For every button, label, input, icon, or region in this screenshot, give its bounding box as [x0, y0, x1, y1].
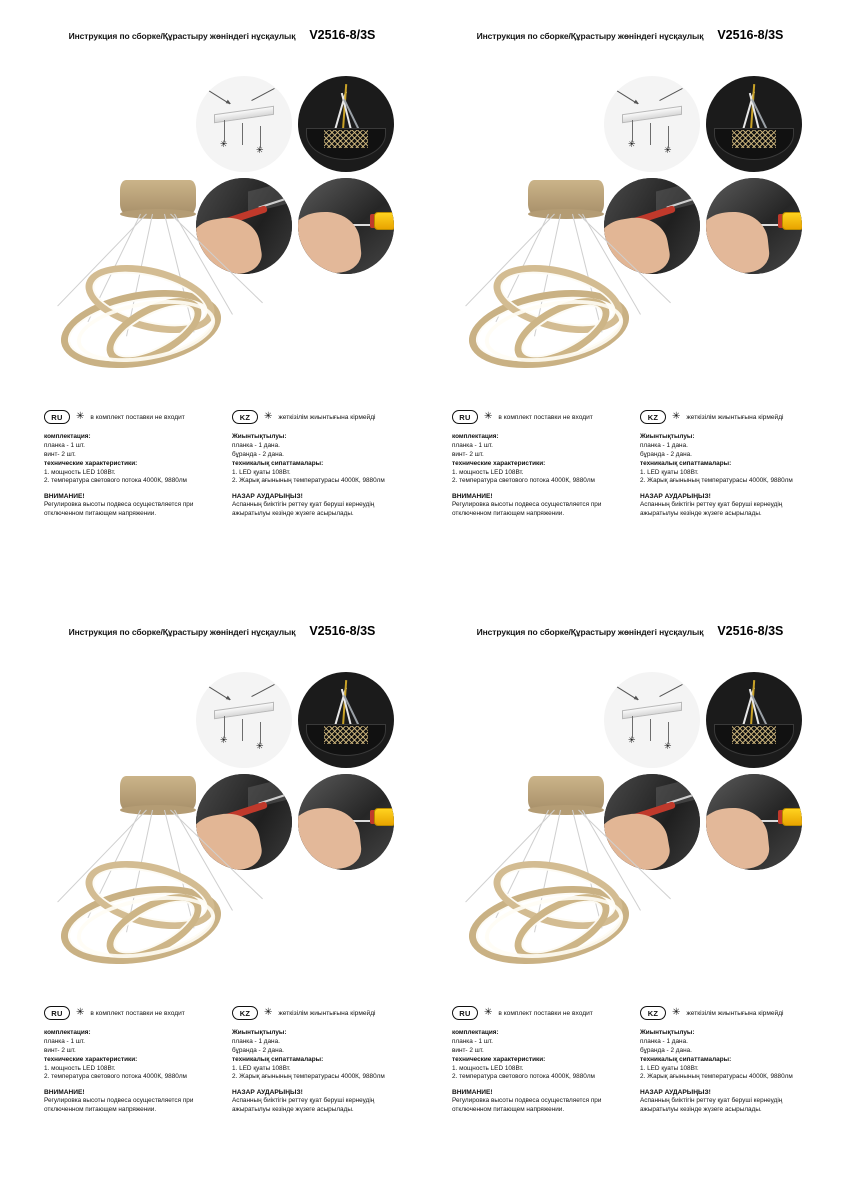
kz-not-included-note: жеткізілім жиынтығына кірмейді — [686, 413, 784, 421]
asterisk-icon: ✳ — [628, 139, 636, 149]
kz-warning-text: Аспанның биіктігін реттеу қуат беруші кернеудің ажыратылуы кезінде жүзеге асырылады. — [640, 1097, 783, 1114]
kz-not-included-note: жеткізілім жиынтығына кірмейді — [686, 1009, 784, 1017]
kz-column — [232, 1006, 404, 1115]
ru-not-included-note: в комплект поставки не входит — [498, 1009, 593, 1017]
kz-kit-label: Жиынтықтылуы: — [232, 433, 287, 440]
step-2-canopy-photo — [298, 672, 394, 768]
instruction-panel — [20, 12, 424, 592]
panel-header — [20, 624, 424, 638]
mesh-pattern — [324, 130, 368, 148]
step-4-connector-photo — [706, 178, 802, 274]
kz-spec-item: 2. Жарық ағынының температурасы 4000К, 9880лм — [232, 1073, 385, 1081]
kz-spec-item: 2. Жарық ағынының температурасы 4000К, 9880лм — [232, 477, 385, 485]
ru-warning-title: ВНИМАНИЕ! — [452, 1089, 493, 1097]
screw-line-icon — [242, 123, 243, 145]
kz-spec-item: 1. LED қуаты 108Вт. — [232, 1064, 291, 1072]
arrow-icon — [251, 88, 274, 101]
kz-column — [640, 410, 812, 519]
step-4-connector-photo — [298, 774, 394, 870]
asterisk-icon: ✳ — [664, 741, 672, 751]
illustration-area — [20, 48, 424, 398]
mesh-pattern — [732, 130, 776, 148]
ru-language-row — [452, 1006, 624, 1020]
kz-warning-text: Аспанның биіктігін реттеу қуат беруші кернеудің ажыратылуы кезінде жүзеге асырылады. — [232, 501, 375, 518]
ru-kit-item: винт- 2 шт. — [452, 450, 484, 458]
ru-kit-item: планка - 1 шт. — [452, 442, 493, 449]
ru-badge: RU — [452, 410, 478, 424]
kz-spec-item: 2. Жарық ағынының температурасы 4000К, 9880лм — [640, 477, 793, 485]
ru-kit-label: комплектация: — [44, 1029, 91, 1036]
page-title: Инструкция по сборке/Құрастыру жөніндегі нұсқаулық — [68, 627, 296, 637]
kz-language-row — [232, 1006, 404, 1020]
kz-not-included-note: жеткізілім жиынтығына кірмейді — [278, 413, 376, 421]
ru-spec-item: 1. мощность LED 108Вт. — [44, 468, 116, 476]
kz-kit-item: планка - 1 дана. — [640, 1038, 688, 1045]
step-2-canopy-photo — [706, 672, 802, 768]
ru-kit-item: планка - 1 шт. — [44, 442, 85, 449]
kz-warning-title: НАЗАР АУДАРЫҢЫЗ! — [640, 1089, 711, 1097]
wires-icon — [740, 676, 770, 726]
asterisk-icon: ✳ — [256, 145, 264, 155]
kz-kit-item: планка - 1 дана. — [232, 442, 280, 449]
yellow-connector-icon — [374, 212, 394, 230]
mounting-bar-icon — [214, 702, 274, 719]
kz-language-row — [232, 410, 404, 424]
wires-icon — [740, 80, 770, 130]
ru-warning-text: Регулировка высоты подвеса осуществляется при отключенном питающем напряжении. — [452, 1097, 602, 1114]
asterisk-icon: ✳ — [220, 735, 228, 745]
ru-badge: RU — [452, 1006, 478, 1020]
ru-warning-title: ВНИМАНИЕ! — [44, 493, 85, 501]
ru-specs-label: технические характеристики: — [44, 1055, 138, 1063]
asterisk-icon: ✳ — [76, 1007, 85, 1018]
ru-kit-label: комплектация: — [452, 433, 499, 440]
ru-badge: RU — [44, 410, 70, 424]
kz-specs-label: техникалық сипаттамалары: — [640, 459, 732, 467]
kz-kit-item: бұранда - 2 дана. — [232, 1046, 284, 1054]
ru-language-row — [44, 1006, 216, 1020]
ru-column — [44, 1006, 216, 1115]
ru-specs-label: технические характеристики: — [452, 1055, 546, 1063]
kz-spec-item: 1. LED қуаты 108Вт. — [232, 468, 291, 476]
mounting-bar-icon — [622, 702, 682, 719]
kz-kit-item: бұранда - 2 дана. — [640, 1046, 692, 1054]
page-title: Инструкция по сборке/Құрастыру жөніндегі нұсқаулық — [476, 31, 704, 41]
ru-spec-item: 1. мощность LED 108Вт. — [452, 1064, 524, 1072]
asterisk-icon: ✳ — [664, 145, 672, 155]
ru-specs-label: технические характеристики: — [44, 459, 138, 467]
asterisk-icon: ✳ — [220, 139, 228, 149]
ru-spec-item: 2. температура светового потока 4000К, 9880лм — [44, 1073, 187, 1081]
ru-column — [452, 1006, 624, 1115]
kz-specs-label: техникалық сипаттамалары: — [232, 1055, 324, 1063]
ru-kit-item: винт- 2 шт. — [452, 1046, 484, 1054]
kz-kit-label: Жиынтықтылуы: — [640, 1029, 695, 1036]
mounting-bar-icon — [214, 106, 274, 123]
ru-column — [452, 410, 624, 519]
asterisk-icon: ✳ — [264, 411, 273, 422]
asterisk-icon: ✳ — [484, 411, 493, 422]
specs-block — [452, 1006, 812, 1115]
kz-spec-item: 2. Жарық ағынының температурасы 4000К, 9880лм — [640, 1073, 793, 1081]
arrow-icon — [614, 685, 638, 701]
ru-spec-item: 2. температура светового потока 4000К, 9880лм — [452, 477, 595, 485]
panel-header — [20, 28, 424, 42]
product-illustration — [436, 752, 666, 982]
wires-icon — [332, 676, 362, 726]
ru-kit-item: винт- 2 шт. — [44, 1046, 76, 1054]
kz-column — [232, 410, 404, 519]
kz-language-row — [640, 410, 812, 424]
instruction-panel — [428, 608, 832, 1188]
panel-header — [428, 28, 832, 42]
panel-header — [428, 624, 832, 638]
ru-not-included-note: в комплект поставки не входит — [90, 1009, 185, 1017]
kz-specs-label: техникалық сипаттамалары: — [640, 1055, 732, 1063]
kz-specs-label: техникалық сипаттамалары: — [232, 459, 324, 467]
kz-kit-item: бұранда - 2 дана. — [640, 450, 692, 458]
ru-badge: RU — [44, 1006, 70, 1020]
kz-language-row — [640, 1006, 812, 1020]
specs-block — [44, 410, 404, 519]
asterisk-icon: ✳ — [484, 1007, 493, 1018]
asterisk-icon: ✳ — [672, 1007, 681, 1018]
arrow-icon — [206, 89, 230, 105]
ru-kit-item: винт- 2 шт. — [44, 450, 76, 458]
product-illustration — [436, 156, 666, 386]
ru-spec-item: 1. мощность LED 108Вт. — [44, 1064, 116, 1072]
screw-line-icon — [242, 719, 243, 741]
kz-warning-text: Аспанның биіктігін реттеу қуат беруші кернеудің ажыратылуы кезінде жүзеге асырылады. — [640, 501, 783, 518]
ru-warning-text: Регулировка высоты подвеса осуществляется при отключенном питающем напряжении. — [44, 501, 194, 518]
ru-warning-text: Регулировка высоты подвеса осуществляется при отключенном питающем напряжении. — [452, 501, 602, 518]
asterisk-icon: ✳ — [76, 411, 85, 422]
ru-kit-label: комплектация: — [452, 1029, 499, 1036]
arrow-icon — [251, 684, 274, 697]
ru-language-row — [452, 410, 624, 424]
kz-kit-label: Жиынтықтылуы: — [640, 433, 695, 440]
product-illustration — [28, 156, 258, 386]
wires-icon — [332, 80, 362, 130]
specs-block — [44, 1006, 404, 1115]
illustration-area — [428, 48, 832, 398]
instruction-panel — [428, 12, 832, 592]
kz-badge: KZ — [640, 410, 666, 424]
yellow-connector-icon — [374, 808, 394, 826]
asterisk-icon: ✳ — [264, 1007, 273, 1018]
kz-column — [640, 1006, 812, 1115]
ru-kit-item: планка - 1 шт. — [452, 1038, 493, 1045]
mounting-bar-icon — [622, 106, 682, 123]
kz-spec-item: 1. LED қуаты 108Вт. — [640, 1064, 699, 1072]
step-4-connector-photo — [706, 774, 802, 870]
kz-warning-title: НАЗАР АУДАРЫҢЫЗ! — [640, 493, 711, 501]
ru-warning-title: ВНИМАНИЕ! — [44, 1089, 85, 1097]
ru-not-included-note: в комплект поставки не входит — [90, 413, 185, 421]
model-number: V2516-8/3S — [717, 28, 784, 42]
yellow-connector-icon — [782, 212, 802, 230]
arrow-icon — [614, 89, 638, 105]
model-number: V2516-8/3S — [309, 624, 376, 638]
ru-spec-item: 2. температура светового потока 4000К, 9880лм — [44, 477, 187, 485]
kz-kit-label: Жиынтықтылуы: — [232, 1029, 287, 1036]
page-title: Инструкция по сборке/Құрастыру жөніндегі нұсқаулық — [476, 627, 704, 637]
asterisk-icon: ✳ — [628, 735, 636, 745]
page-title: Инструкция по сборке/Құрастыру жөніндегі нұсқаулық — [68, 31, 296, 41]
asterisk-icon: ✳ — [672, 411, 681, 422]
ru-column — [44, 410, 216, 519]
product-illustration — [28, 752, 258, 982]
ru-spec-item: 1. мощность LED 108Вт. — [452, 468, 524, 476]
kz-badge: KZ — [232, 410, 258, 424]
kz-kit-item: планка - 1 дана. — [232, 1038, 280, 1045]
ru-kit-label: комплектация: — [44, 433, 91, 440]
illustration-area — [20, 644, 424, 994]
model-number: V2516-8/3S — [309, 28, 376, 42]
instruction-panel — [20, 608, 424, 1188]
ru-not-included-note: в комплект поставки не входит — [498, 413, 593, 421]
model-number: V2516-8/3S — [717, 624, 784, 638]
arrow-icon — [659, 684, 682, 697]
ru-kit-item: планка - 1 шт. — [44, 1038, 85, 1045]
asterisk-icon: ✳ — [256, 741, 264, 751]
kz-kit-item: планка - 1 дана. — [640, 442, 688, 449]
kz-spec-item: 1. LED қуаты 108Вт. — [640, 468, 699, 476]
kz-badge: KZ — [232, 1006, 258, 1020]
screw-line-icon — [650, 123, 651, 145]
kz-kit-item: бұранда - 2 дана. — [232, 450, 284, 458]
screw-line-icon — [650, 719, 651, 741]
specs-block — [452, 410, 812, 519]
kz-not-included-note: жеткізілім жиынтығына кірмейді — [278, 1009, 376, 1017]
ru-warning-title: ВНИМАНИЕ! — [452, 493, 493, 501]
yellow-connector-icon — [782, 808, 802, 826]
ru-language-row — [44, 410, 216, 424]
arrow-icon — [659, 88, 682, 101]
ru-spec-item: 2. температура светового потока 4000К, 9880лм — [452, 1073, 595, 1081]
kz-warning-text: Аспанның биіктігін реттеу қуат беруші кернеудің ажыратылуы кезінде жүзеге асырылады. — [232, 1097, 375, 1114]
mesh-pattern — [324, 726, 368, 744]
ru-specs-label: технические характеристики: — [452, 459, 546, 467]
ru-warning-text: Регулировка высоты подвеса осуществляется при отключенном питающем напряжении. — [44, 1097, 194, 1114]
mesh-pattern — [732, 726, 776, 744]
arrow-icon — [206, 685, 230, 701]
kz-warning-title: НАЗАР АУДАРЫҢЫЗ! — [232, 1089, 303, 1097]
kz-warning-title: НАЗАР АУДАРЫҢЫЗ! — [232, 493, 303, 501]
step-2-canopy-photo — [298, 76, 394, 172]
step-2-canopy-photo — [706, 76, 802, 172]
illustration-area — [428, 644, 832, 994]
kz-badge: KZ — [640, 1006, 666, 1020]
step-4-connector-photo — [298, 178, 394, 274]
